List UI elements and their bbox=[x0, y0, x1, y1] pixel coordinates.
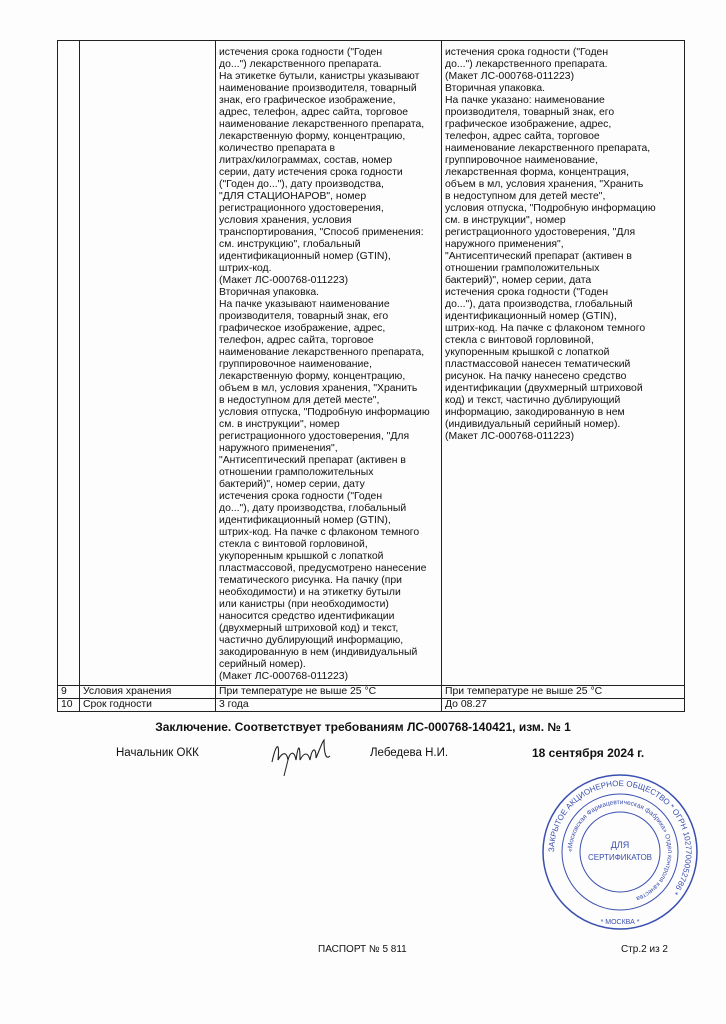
text-line: наносится средство идентификации bbox=[219, 611, 395, 622]
text-line: укупоренным крышкой с лопаткой bbox=[219, 551, 384, 562]
text-line: условия отпуска, "Подробную информацию bbox=[219, 407, 430, 418]
result: До 08.27 bbox=[442, 699, 685, 712]
text-line: наименование производителя, товарный bbox=[219, 83, 417, 94]
text-line: код) и текст, частично дублирующий bbox=[445, 395, 621, 406]
text-line: истечения срока годности ("Годен bbox=[219, 47, 383, 58]
row-number: 10 bbox=[58, 699, 80, 712]
text-line: "Антисептический препарат (активен в bbox=[219, 455, 406, 466]
requirement: 3 года bbox=[216, 699, 442, 712]
text-line: (двухмерный штриховой код) и текст, bbox=[219, 623, 399, 634]
text-line: бактерий)", номер серии, дату bbox=[219, 479, 365, 490]
text-line: бактерий)", номер серии, дата bbox=[445, 275, 592, 286]
text-line: транспортирования, "Способ применения: bbox=[219, 227, 424, 238]
text-line: На пачке указано: наименование bbox=[445, 95, 605, 106]
text-line: серии, дату истечения срока годности bbox=[219, 167, 403, 178]
text-line: телефон, адрес сайта, торговое bbox=[219, 335, 374, 346]
text-line: количество препарата в bbox=[219, 143, 336, 154]
conclusion: Заключение. Соответствует требованиям ЛС-000768-140421, изм. № 1 bbox=[155, 720, 571, 734]
row-name: Условия хранения bbox=[80, 686, 216, 699]
text-line: пластмассовой, предусмотрено нанесение bbox=[219, 563, 427, 574]
page-number: Стр.2 из 2 bbox=[621, 944, 668, 955]
text-line: (Макет ЛС-000768-011223) bbox=[219, 275, 349, 286]
text-line: На пачке указывают наименование bbox=[219, 299, 390, 310]
text-line: телефон, адрес сайта, торговое bbox=[445, 131, 600, 142]
text-line: условия отпуска, "Подробную информацию bbox=[445, 203, 656, 214]
text-line: ("Годен до..."), дату производства, bbox=[219, 179, 384, 190]
text-line: до..."), дату производства, глобальный bbox=[219, 503, 407, 514]
text-line: частично дублирующий информацию, bbox=[219, 635, 404, 646]
text-line: группировочное наименование, bbox=[219, 359, 372, 370]
text-line: закодированную в нем (индивидуальный bbox=[219, 647, 418, 658]
handwritten-signature bbox=[266, 734, 336, 779]
text-line: см. в инструкции", номер bbox=[219, 419, 340, 430]
text-line: до..."), дата производства, глобальный bbox=[445, 299, 633, 310]
text-line: см. инструкцию", глобальный bbox=[219, 239, 361, 250]
row-number-cell bbox=[58, 41, 80, 686]
text-line: условия хранения, условия bbox=[219, 215, 352, 226]
text-line: в недоступном для детей месте", bbox=[219, 395, 380, 406]
text-line: "ДЛЯ СТАЦИОНАРОВ", номер bbox=[219, 191, 367, 202]
row-number: 9 bbox=[58, 686, 80, 699]
text-line: графическое изображение, адрес, bbox=[445, 119, 612, 130]
text-line: Вторичная упаковка. bbox=[219, 287, 320, 298]
requirement-cell bbox=[216, 41, 442, 686]
text-line: необходимости) и на этикетку бутыли bbox=[219, 587, 401, 598]
text-line: штрих-код. bbox=[219, 263, 272, 274]
text-line: На этикетке бутыли, канистры указывают bbox=[219, 71, 420, 82]
text-line: объем в мл, условия хранения, "Хранить bbox=[445, 179, 644, 190]
text-line: штрих-код. На пачке с флаконом темного bbox=[445, 323, 646, 334]
text-line: идентификационный номер (GTIN), bbox=[219, 251, 391, 262]
stamp-center-text-2: СЕРТИФИКАТОВ bbox=[587, 853, 653, 862]
text-line: знак, его графическое изображение, bbox=[219, 95, 396, 106]
text-line: регистрационного удостоверения, "Для bbox=[445, 227, 636, 238]
text-line: отношении грамположительных bbox=[219, 467, 374, 478]
text-line: стекла с винтовой горловиной, bbox=[445, 335, 594, 346]
text-line: штрих-код. На пачке с флаконом темного bbox=[219, 527, 420, 538]
text-line: идентификационный номер (GTIN), bbox=[445, 311, 617, 322]
specification-table bbox=[57, 40, 685, 712]
text-line: информацию, закодированную в нем bbox=[445, 407, 625, 418]
signer-name: Лебедева Н.И. bbox=[370, 747, 449, 759]
text-line: или канистры (при необходимости) bbox=[219, 599, 389, 610]
text-line: регистрационного удостоверения, "Для bbox=[219, 431, 410, 442]
stamp-outer-text: ЗАКРЫТОЕ АКЦИОНЕРНОЕ ОБЩЕСТВО * ОГРН 1027700052786 * bbox=[546, 778, 694, 897]
text-line: лекарственная форма, концентрация, bbox=[445, 167, 629, 178]
stamp-city-text: * МОСКВА * bbox=[600, 919, 640, 926]
text-line: адрес, телефон, адрес сайта, торговое bbox=[219, 107, 409, 118]
passport-number: ПАСПОРТ № 5 811 bbox=[318, 944, 407, 955]
text-line: идентификационный номер (GTIN), bbox=[219, 515, 391, 526]
text-line: в недоступном для детей месте", bbox=[445, 191, 606, 202]
text-line: (Макет ЛС-000768-011223) bbox=[219, 671, 349, 682]
table-row bbox=[58, 41, 685, 686]
text-line: "Антисептический препарат (активен в bbox=[445, 251, 632, 262]
text-line: рисунок. На пачку нанесено средство bbox=[445, 371, 627, 382]
text-line: до...") лекарственного препарата. bbox=[219, 59, 382, 70]
text-line: истечения срока годности ("Годен bbox=[219, 491, 383, 502]
signer-position: Начальник ОКК bbox=[116, 747, 199, 759]
text-line: стекла с винтовой горловиной, bbox=[219, 539, 368, 550]
text-line: до...") лекарственного препарата. bbox=[445, 59, 608, 70]
text-line: наименование лекарственного препарата, bbox=[445, 143, 651, 154]
result: При температуре не выше 25 °С bbox=[442, 686, 685, 699]
text-line: наружного применения", bbox=[445, 239, 564, 250]
text-line: литрах/килограммах, состав, номер bbox=[219, 155, 393, 166]
text-line: (Макет ЛС-000768-011223) bbox=[445, 431, 575, 442]
text-line: лекарственную форму, концентрацию, bbox=[219, 131, 406, 142]
row-name: Срок годности bbox=[80, 699, 216, 712]
table-row bbox=[58, 686, 685, 699]
text-line: истечения срока годности ("Годен bbox=[445, 287, 609, 298]
text-line: группировочное наименование, bbox=[445, 155, 598, 166]
stamp-center-text-1: ДЛЯ bbox=[610, 840, 630, 850]
text-line: (Макет ЛС-000768-011223) bbox=[445, 71, 575, 82]
text-line: регистрационного удостоверения, bbox=[219, 203, 384, 214]
text-line: производителя, товарный знак, его bbox=[219, 311, 389, 322]
text-line: отношении грамположительных bbox=[445, 263, 600, 274]
company-stamp bbox=[540, 772, 700, 932]
text-line: идентификации (двухмерный штриховой bbox=[445, 383, 643, 394]
text-line: лекарственную форму, концентрацию, bbox=[219, 371, 406, 382]
text-line: укупоренным крышкой с лопаткой bbox=[445, 347, 610, 358]
text-line: наружного применения", bbox=[219, 443, 338, 454]
stamp-inner-text: «Московская Фармацевтическая фабрика» Отдел контроля качества bbox=[566, 798, 674, 903]
text-line: см. в инструкции", номер bbox=[445, 215, 566, 226]
text-line: серийный номер). bbox=[219, 659, 306, 670]
row-name-cell bbox=[80, 41, 216, 686]
text-line: наименование лекарственного препарата, bbox=[219, 119, 425, 130]
result-cell bbox=[442, 41, 685, 686]
requirement: При температуре не выше 25 °С bbox=[216, 686, 442, 699]
text-line: тематического рисунка. На пачку (при bbox=[219, 575, 402, 586]
text-line: производителя, товарный знак, его bbox=[445, 107, 615, 118]
text-line: пластмассовой нанесен тематический bbox=[445, 359, 631, 370]
text-line: графическое изображение, адрес, bbox=[219, 323, 386, 334]
signature-date: 18 сентября 2024 г. bbox=[532, 746, 645, 760]
text-line: (индивидуальный серийный номер). bbox=[445, 419, 621, 430]
text-line: объем в мл, условия хранения, "Хранить bbox=[219, 383, 418, 394]
text-line: истечения срока годности ("Годен bbox=[445, 47, 609, 58]
table-row bbox=[58, 699, 685, 712]
text-line: Вторичная упаковка. bbox=[445, 83, 546, 94]
text-line: наименование лекарственного препарата, bbox=[219, 347, 425, 358]
